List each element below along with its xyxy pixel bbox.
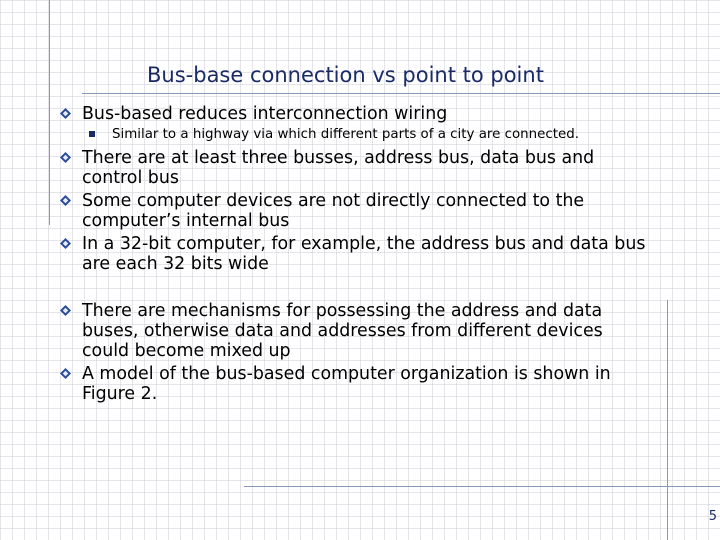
bullet-text-line: A model of the bus-based computer organization is shown in <box>82 364 611 384</box>
square-bullet-icon <box>89 131 95 137</box>
left-vertical-rule <box>49 0 50 225</box>
diamond-bullet-icon <box>60 238 71 249</box>
bullet-text-line: could become mixed up <box>82 341 291 361</box>
bullet-text-line: Bus-based reduces interconnection wiring <box>82 104 448 124</box>
bullet-text-line: control bus <box>82 168 179 188</box>
sub-bullet-text: Similar to a highway via which different parts of a city are connected. <box>112 127 579 142</box>
bullet-text-line: There are at least three busses, address bus, data bus and <box>82 148 595 168</box>
slide-title: Bus-base connection vs point to point <box>147 63 544 87</box>
bullet-text-line: In a 32-bit computer, for example, the address bus and data bus <box>82 234 646 254</box>
diamond-bullet-icon <box>60 108 71 119</box>
page-number: 5 <box>708 509 717 524</box>
diamond-bullet-icon <box>60 195 71 206</box>
bullet-text-line: computer’s internal bus <box>82 211 290 231</box>
bullet-text-line: There are mechanisms for possessing the address and data <box>82 301 603 321</box>
diamond-bullet-icon <box>60 152 71 163</box>
bullet-text-line: Some computer devices are not directly connected to the <box>82 191 585 211</box>
bullet-text-line: buses, otherwise data and addresses from different devices <box>82 321 603 341</box>
right-vertical-rule <box>667 300 668 540</box>
bullet-text-line: Figure 2. <box>82 384 158 404</box>
diamond-bullet-icon <box>60 305 71 316</box>
diamond-bullet-icon <box>60 368 71 379</box>
title-underline-rule <box>82 93 720 94</box>
footer-rule <box>244 486 720 487</box>
bullet-text-line: are each 32 bits wide <box>82 254 269 274</box>
